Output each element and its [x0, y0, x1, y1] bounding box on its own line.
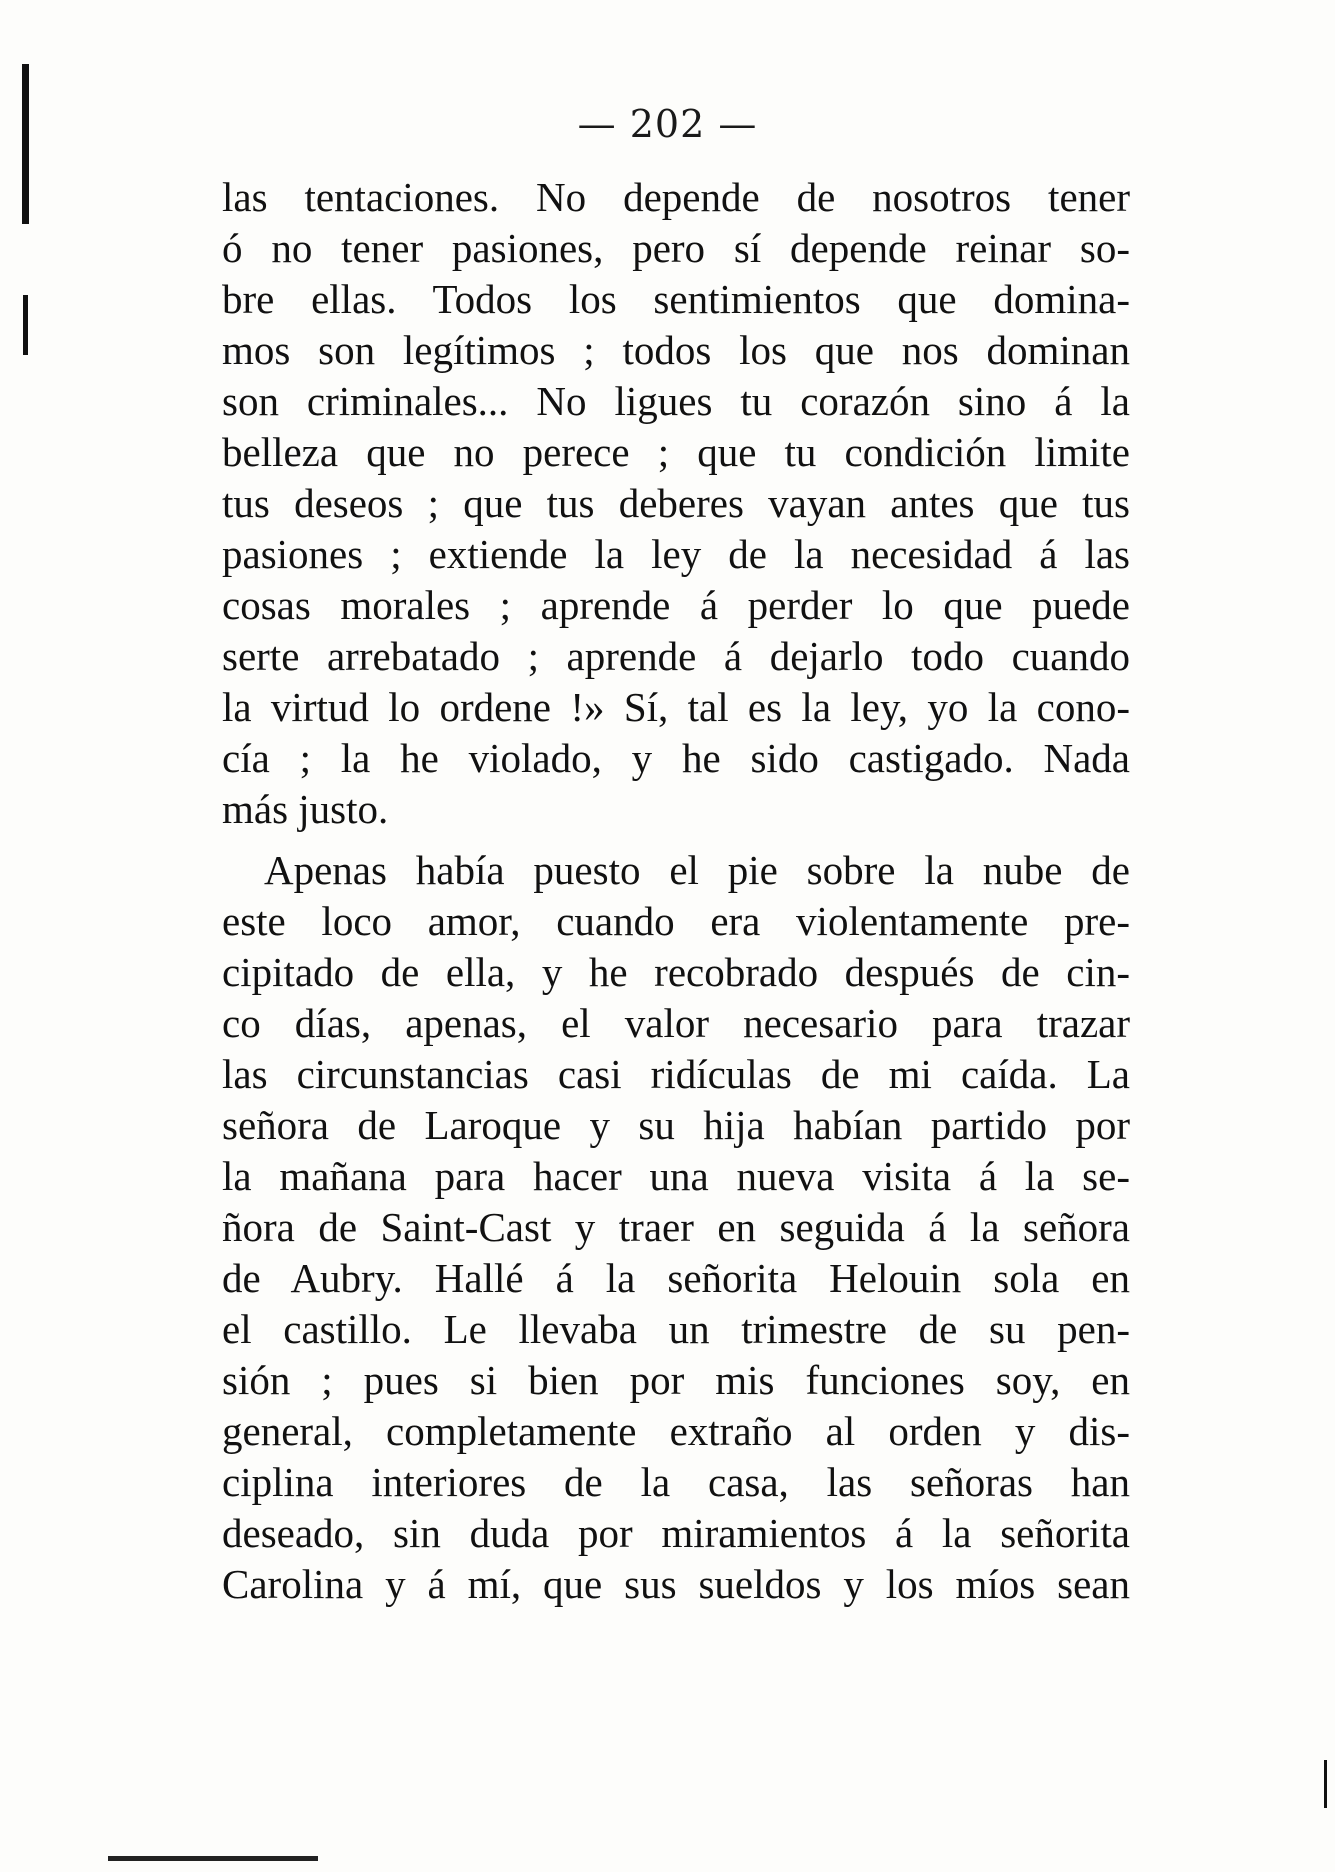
text-line: más justo.	[222, 786, 389, 832]
text-line: mos son legítimos ; todos los que nos dominan	[222, 327, 1130, 373]
text-line: la virtud lo ordene !» Sí, tal es la ley, yo la cono-	[222, 684, 1130, 730]
text-line: cosas morales ; aprende á perder lo que puede	[222, 582, 1130, 628]
text-line: pasiones ; extiende la ley de la necesidad á las	[222, 531, 1130, 577]
text-line: ciplina interiores de la casa, las señoras han	[222, 1459, 1130, 1505]
text-line: cipitado de ella, y he recobrado después de cin-	[222, 949, 1130, 995]
text-line: ñora de Saint-Cast y traer en seguida á la señora	[222, 1204, 1130, 1250]
margin-scan-mark	[23, 295, 28, 355]
margin-scan-mark	[1324, 1760, 1327, 1808]
text-line: Carolina y á mí, que sus sueldos y los míos sean	[222, 1561, 1130, 1607]
page-number: — 202 —	[577, 102, 758, 146]
text-line: la mañana para hacer una nueva visita á la se-	[222, 1153, 1130, 1199]
text-line: Apenas había puesto el pie sobre la nube de	[264, 847, 1130, 893]
text-line: tus deseos ; que tus deberes vayan antes que tus	[222, 480, 1130, 526]
text-line: serte arrebatado ; aprende á dejarlo todo cuando	[222, 633, 1130, 679]
text-line: bre ellas. Todos los sentimientos que domina-	[222, 276, 1130, 322]
text-line: señora de Laroque y su hija habían partido por	[222, 1102, 1130, 1148]
body-text	[222, 172, 1130, 1610]
text-line: belleza que no perece ; que tu condición limite	[222, 429, 1130, 475]
text-line: las tentaciones. No depende de nosotros tener	[222, 174, 1130, 220]
bottom-rule	[108, 1856, 318, 1861]
text-line: las circunstancias casi ridículas de mi caída. La	[222, 1051, 1130, 1097]
text-line: el castillo. Le llevaba un trimestre de su pen-	[222, 1306, 1130, 1352]
text-line: este loco amor, cuando era violentamente pre-	[222, 898, 1130, 944]
text-line: sión ; pues si bien por mis funciones soy, en	[222, 1357, 1130, 1403]
text-line: son criminales... No ligues tu corazón sino á la	[222, 378, 1130, 424]
text-line: co días, apenas, el valor necesario para trazar	[222, 1000, 1130, 1046]
text-line: de Aubry. Hallé á la señorita Helouin sola en	[222, 1255, 1130, 1301]
text-line: deseado, sin duda por miramientos á la señorita	[222, 1510, 1130, 1556]
text-line: ó no tener pasiones, pero sí depende reinar so-	[222, 225, 1130, 271]
text-line: cía ; la he violado, y he sido castigado. Nada	[222, 735, 1130, 781]
text-line: general, completamente extraño al orden y dis-	[222, 1408, 1130, 1454]
